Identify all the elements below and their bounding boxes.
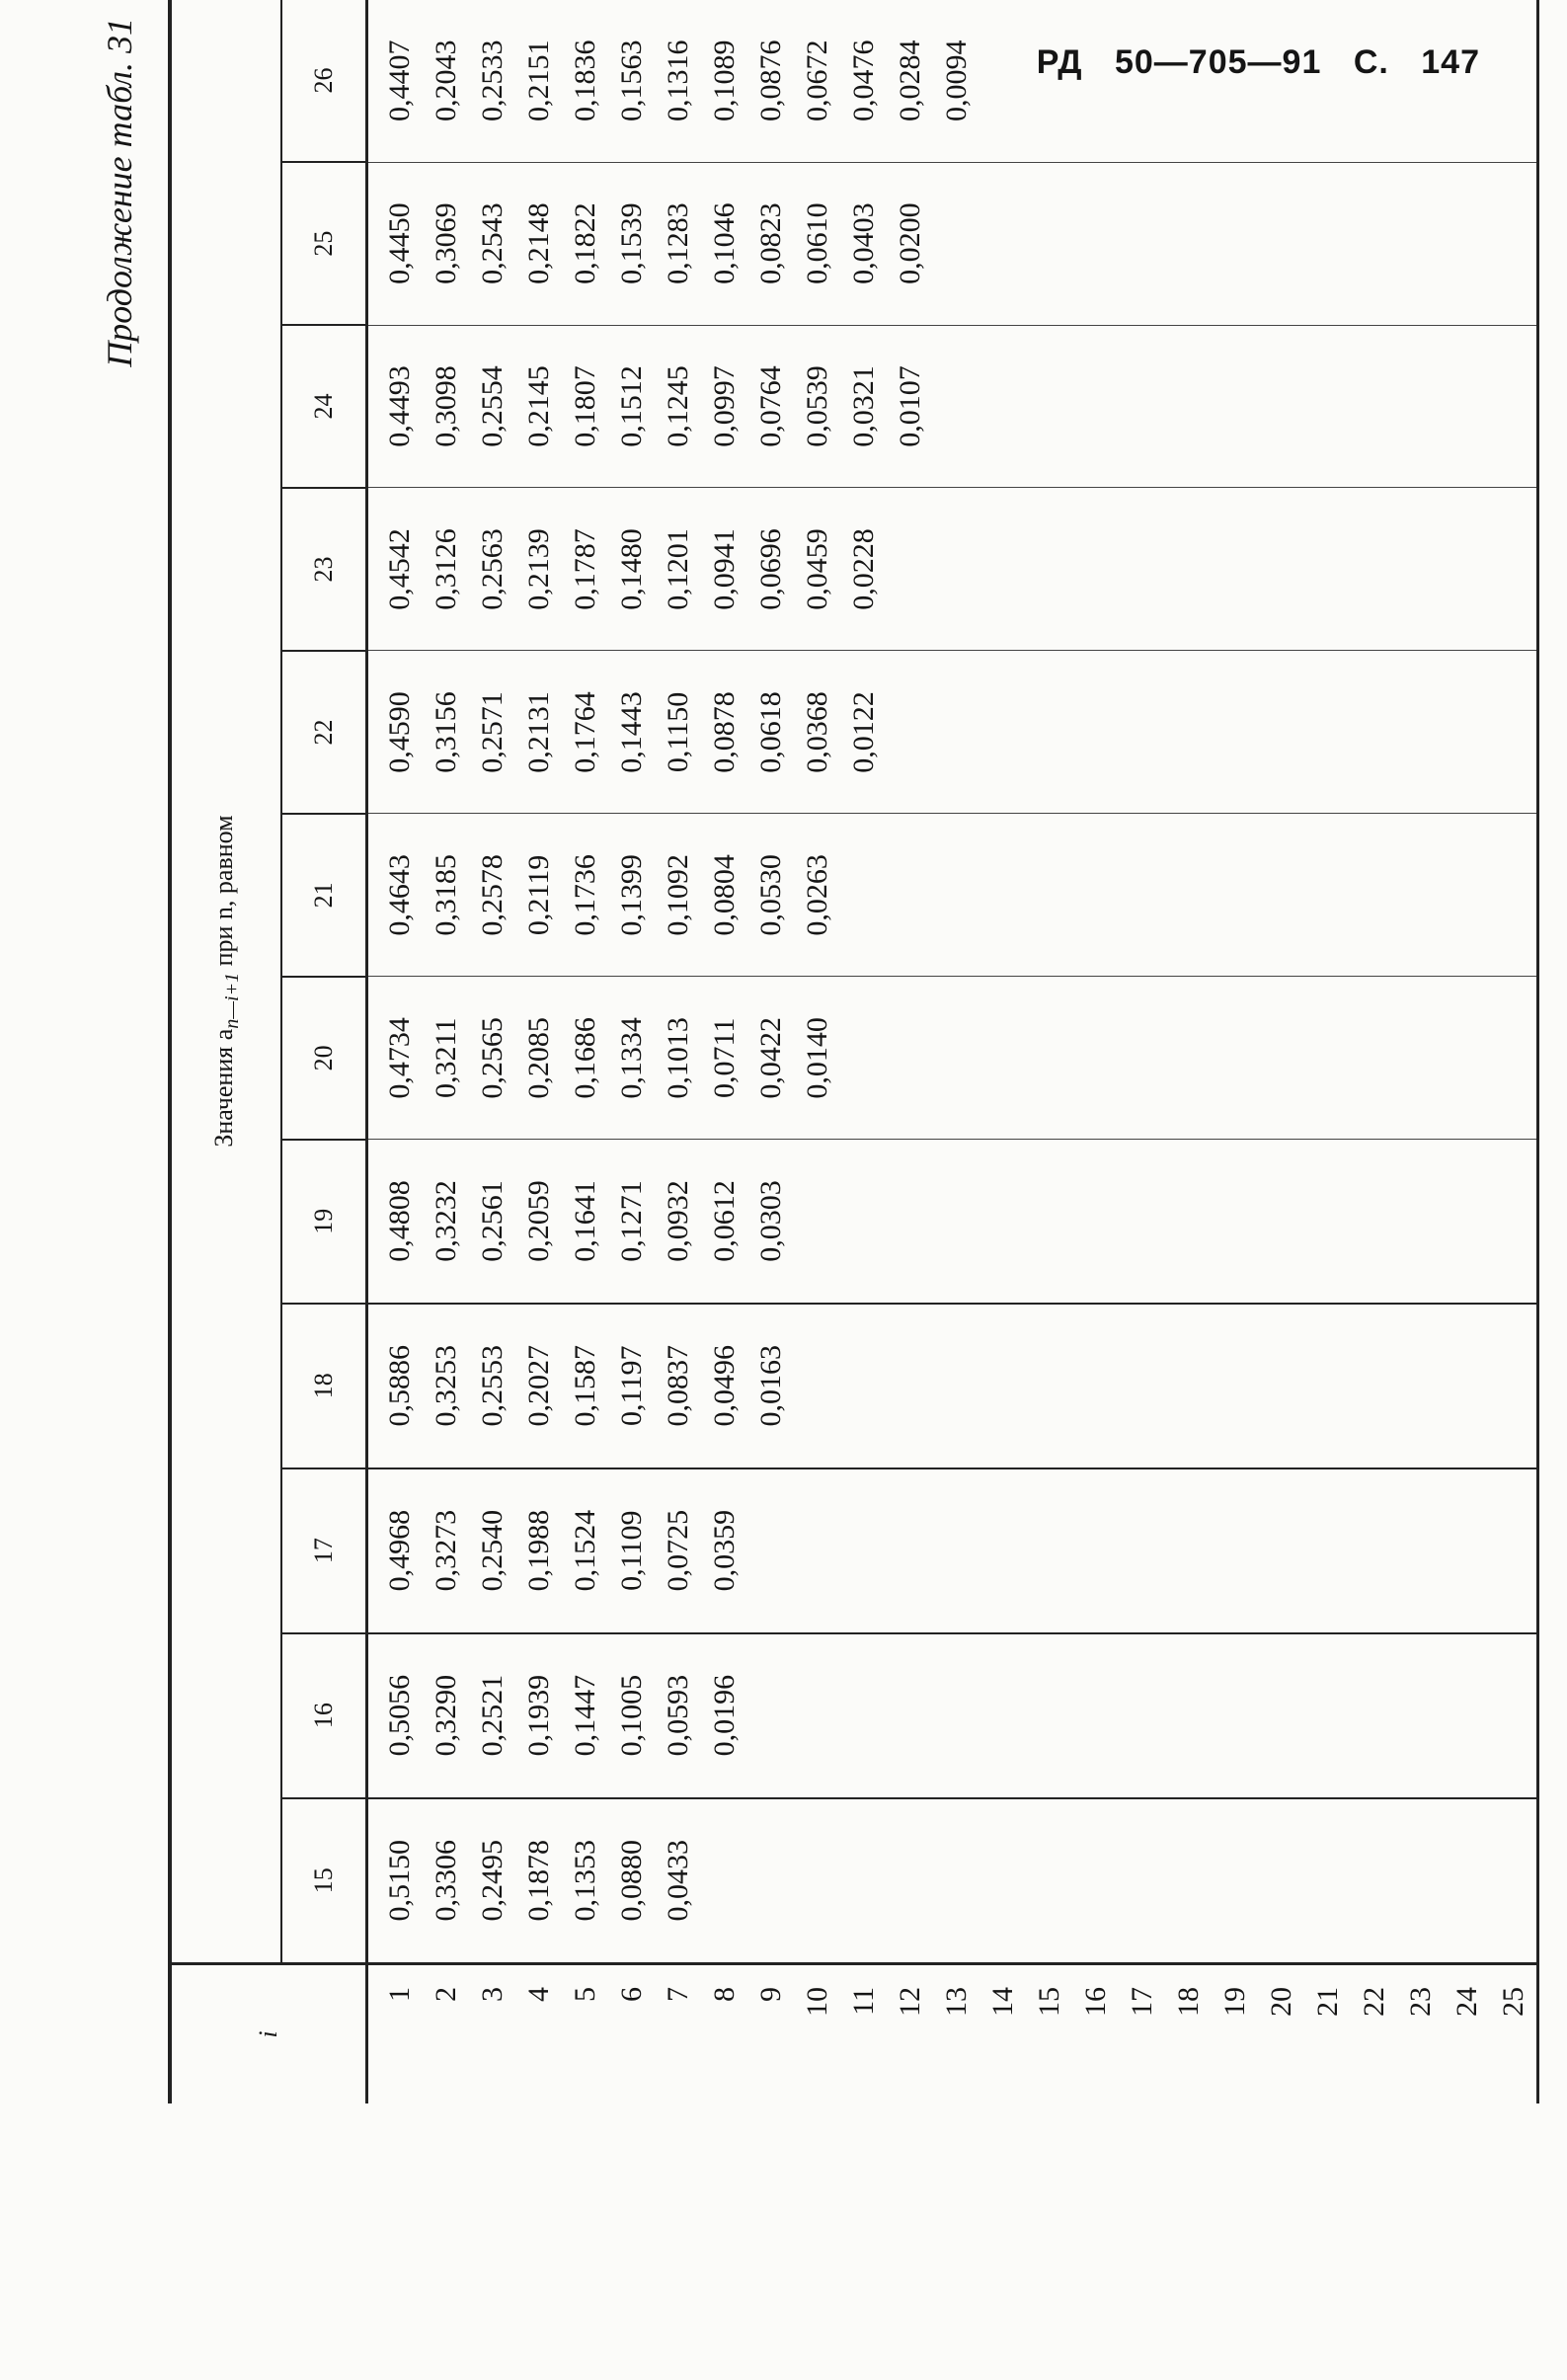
n-column-header: 22 bbox=[281, 651, 367, 814]
i-value: 8 bbox=[708, 1987, 741, 2002]
n-column-header: 23 bbox=[281, 488, 367, 651]
i-value: 24 bbox=[1450, 1987, 1483, 2017]
i-value: 20 bbox=[1265, 1987, 1297, 2017]
coefficient-value: 0,1641 bbox=[569, 1180, 601, 1262]
coefficient-value: 0,1764 bbox=[569, 691, 601, 773]
coefficient-value: 0,0107 bbox=[894, 365, 926, 447]
coefficient-value: 0,0359 bbox=[708, 1509, 741, 1592]
table-continuation-caption: Продолжение табл. 31 bbox=[100, 18, 139, 367]
coefficient-value: 0,1836 bbox=[569, 40, 601, 122]
n-column-header: 16 bbox=[281, 1633, 367, 1798]
coefficient-value: 0,2139 bbox=[522, 528, 555, 610]
values-column bbox=[367, 1633, 1538, 1798]
coefficient-value: 0,0094 bbox=[940, 40, 973, 122]
values-group-header bbox=[170, 0, 281, 1964]
i-value: 2 bbox=[430, 1987, 462, 2002]
i-value: 19 bbox=[1218, 1987, 1251, 2017]
coefficient-value: 0,1512 bbox=[615, 365, 648, 447]
coefficient-value: 0,1587 bbox=[569, 1344, 601, 1427]
n-header-row bbox=[281, 0, 367, 2103]
coefficient-value: 0,2561 bbox=[476, 1180, 509, 1262]
i-value: 1 bbox=[383, 1987, 416, 2002]
coefficient-value: 0,0228 bbox=[847, 528, 880, 610]
coefficient-value: 0,3253 bbox=[430, 1344, 462, 1427]
coefficient-value: 0,0368 bbox=[801, 691, 833, 773]
coefficient-value: 0,4808 bbox=[383, 1180, 416, 1262]
coefficient-value: 0,1089 bbox=[708, 40, 741, 122]
coefficient-value: 0,1988 bbox=[522, 1509, 555, 1592]
coefficient-value: 0,3211 bbox=[430, 1017, 462, 1099]
coefficient-value: 0,2027 bbox=[522, 1344, 555, 1427]
coefficient-value: 0,5056 bbox=[383, 1674, 416, 1757]
coefficient-value: 0,1736 bbox=[569, 854, 601, 936]
coefficient-value: 0,1447 bbox=[569, 1674, 601, 1757]
coefficient-value: 0,0539 bbox=[801, 365, 833, 447]
values-column bbox=[367, 1468, 1538, 1633]
values-column bbox=[367, 325, 1538, 488]
coefficient-value: 0,1201 bbox=[662, 528, 694, 610]
values-column bbox=[367, 977, 1538, 1140]
coefficient-value: 0,2043 bbox=[430, 40, 462, 122]
coefficient-value: 0,1197 bbox=[615, 1345, 648, 1426]
coefficient-value: 0,3185 bbox=[430, 854, 462, 936]
i-column-header: i bbox=[170, 1964, 367, 2104]
coefficient-value: 0,1334 bbox=[615, 1017, 648, 1099]
i-value: 18 bbox=[1172, 1987, 1205, 2017]
coefficient-value: 0,2131 bbox=[522, 691, 555, 773]
i-value: 10 bbox=[801, 1987, 833, 2017]
coefficient-value: 0,3126 bbox=[430, 528, 462, 610]
coefficient-value: 0,0530 bbox=[754, 854, 787, 936]
coefficient-value: 0,0725 bbox=[662, 1509, 694, 1592]
coefficient-value: 0,1939 bbox=[522, 1674, 555, 1757]
coefficient-value: 0,1787 bbox=[569, 528, 601, 610]
coefficient-value: 0,4493 bbox=[383, 365, 416, 447]
coefficient-value: 0,0618 bbox=[754, 691, 787, 773]
coefficient-value: 0,0823 bbox=[754, 202, 787, 284]
coefficient-value: 0,1807 bbox=[569, 365, 601, 447]
i-value: 12 bbox=[894, 1987, 926, 2017]
coefficient-value: 0,4734 bbox=[383, 1017, 416, 1099]
coefficient-value: 0,2543 bbox=[476, 202, 509, 284]
group-header-suffix: при n, равном bbox=[208, 815, 238, 967]
coefficient-value: 0,0932 bbox=[662, 1180, 694, 1262]
doc-number: 50—705—91 bbox=[1114, 43, 1322, 81]
coefficient-value: 0,0321 bbox=[847, 365, 880, 447]
coefficient-value: 0,0997 bbox=[708, 365, 741, 447]
coefficient-value: 0,3232 bbox=[430, 1180, 462, 1262]
coefficient-value: 0,3069 bbox=[430, 202, 462, 284]
coefficient-value: 0,1443 bbox=[615, 691, 648, 773]
group-header-subscript: n—i+1 bbox=[220, 972, 243, 1029]
coefficient-value: 0,1878 bbox=[522, 1840, 555, 1922]
n-column-header: 24 bbox=[281, 325, 367, 488]
coefficient-value: 0,0876 bbox=[754, 40, 787, 122]
values-column bbox=[367, 1304, 1538, 1468]
i-values-cell bbox=[367, 1964, 1538, 2104]
coefficient-value: 0,1092 bbox=[662, 854, 694, 936]
n-column-header: 17 bbox=[281, 1468, 367, 1633]
coefficient-value: 0,1563 bbox=[615, 40, 648, 122]
values-column bbox=[367, 814, 1538, 977]
coefficient-value: 0,2059 bbox=[522, 1180, 555, 1262]
coefficient-value: 0,1353 bbox=[569, 1840, 601, 1922]
coefficient-value: 0,4590 bbox=[383, 691, 416, 773]
i-value: 25 bbox=[1497, 1987, 1529, 2017]
coefficient-value: 0,2571 bbox=[476, 691, 509, 773]
coefficient-value: 0,0263 bbox=[801, 854, 833, 936]
i-value: 16 bbox=[1079, 1987, 1112, 2017]
coefficient-value: 0,1822 bbox=[569, 202, 601, 284]
n-column-header: 20 bbox=[281, 977, 367, 1140]
coefficient-value: 0,1271 bbox=[615, 1180, 648, 1262]
coefficient-value: 0,4643 bbox=[383, 854, 416, 936]
coefficient-value: 0,2085 bbox=[522, 1017, 555, 1099]
coefficient-value: 0,0433 bbox=[662, 1840, 694, 1922]
coefficient-value: 0,1283 bbox=[662, 202, 694, 284]
coefficient-value: 0,4450 bbox=[383, 202, 416, 284]
coefficient-value: 0,2151 bbox=[522, 40, 555, 122]
coefficient-value: 0,0459 bbox=[801, 528, 833, 610]
coefficient-value: 0,0696 bbox=[754, 528, 787, 610]
coefficient-value: 0,3306 bbox=[430, 1840, 462, 1922]
coefficient-value: 0,1316 bbox=[662, 40, 694, 122]
coefficient-value: 0,5886 bbox=[383, 1344, 416, 1427]
coefficient-value: 0,0163 bbox=[754, 1344, 787, 1427]
i-value: 21 bbox=[1311, 1987, 1344, 2017]
coefficient-value: 0,0422 bbox=[754, 1017, 787, 1099]
coefficient-value: 0,2533 bbox=[476, 40, 509, 122]
coefficient-value: 0,2563 bbox=[476, 528, 509, 610]
coefficient-value: 0,1005 bbox=[615, 1674, 648, 1757]
coefficient-value: 0,2553 bbox=[476, 1344, 509, 1427]
group-header-prefix: Значения a bbox=[208, 1028, 238, 1148]
rotated-table-block bbox=[100, 0, 1529, 2103]
n-column-header: 18 bbox=[281, 1304, 367, 1468]
coefficient-value: 0,2495 bbox=[476, 1840, 509, 1922]
coefficient-value: 0,3273 bbox=[430, 1509, 462, 1592]
coefficient-value: 0,0284 bbox=[894, 40, 926, 122]
coefficient-value: 0,0764 bbox=[754, 365, 787, 447]
coefficient-value: 0,0196 bbox=[708, 1674, 741, 1757]
coefficient-value: 0,2565 bbox=[476, 1017, 509, 1099]
values-column bbox=[367, 0, 1538, 162]
coefficient-value: 0,2578 bbox=[476, 854, 509, 936]
i-value: 6 bbox=[615, 1987, 648, 2002]
coefficient-value: 0,0880 bbox=[615, 1840, 648, 1922]
i-value: 17 bbox=[1126, 1987, 1158, 2017]
coefficient-value: 0,0711 bbox=[708, 1017, 741, 1099]
coefficient-value: 0,4968 bbox=[383, 1509, 416, 1592]
coefficient-value: 0,1480 bbox=[615, 528, 648, 610]
coefficient-value: 0,0941 bbox=[708, 528, 741, 610]
i-value: 3 bbox=[476, 1987, 509, 2002]
coefficient-value: 0,0476 bbox=[847, 40, 880, 122]
coefficient-value: 0,4407 bbox=[383, 40, 416, 122]
values-column bbox=[367, 162, 1538, 325]
coefficients-table bbox=[168, 0, 1539, 2103]
coefficient-value: 0,0200 bbox=[894, 202, 926, 284]
coefficient-value: 0,1150 bbox=[662, 691, 694, 773]
coefficient-value: 0,1686 bbox=[569, 1017, 601, 1099]
i-value: 5 bbox=[569, 1987, 601, 2002]
n-column-header: 25 bbox=[281, 162, 367, 325]
i-value: 4 bbox=[522, 1987, 555, 2002]
coefficient-value: 0,0878 bbox=[708, 691, 741, 773]
table-body-row bbox=[367, 0, 1538, 2103]
values-column bbox=[367, 1798, 1538, 1964]
coefficient-value: 0,0837 bbox=[662, 1344, 694, 1427]
values-column bbox=[367, 1140, 1538, 1304]
i-value: 11 bbox=[847, 1987, 880, 2016]
coefficient-value: 0,2148 bbox=[522, 202, 555, 284]
coefficient-value: 0,0593 bbox=[662, 1674, 694, 1757]
coefficient-value: 0,1399 bbox=[615, 854, 648, 936]
i-value: 13 bbox=[940, 1987, 973, 2017]
coefficient-value: 0,0303 bbox=[754, 1180, 787, 1262]
page-label: С. bbox=[1353, 43, 1389, 81]
coefficient-value: 0,3290 bbox=[430, 1674, 462, 1757]
coefficient-value: 0,2540 bbox=[476, 1509, 509, 1592]
i-value: 7 bbox=[662, 1987, 694, 2002]
coefficient-value: 0,4542 bbox=[383, 528, 416, 610]
coefficient-value: 0,1046 bbox=[708, 202, 741, 284]
coefficient-value: 0,2554 bbox=[476, 365, 509, 447]
coefficient-value: 0,2119 bbox=[522, 854, 555, 936]
values-column bbox=[367, 488, 1538, 651]
i-value: 9 bbox=[754, 1987, 787, 2002]
coefficient-value: 0,0804 bbox=[708, 854, 741, 936]
doc-code: РД bbox=[1036, 43, 1083, 81]
coefficient-value: 0,1539 bbox=[615, 202, 648, 284]
coefficient-value: 0,1524 bbox=[569, 1509, 601, 1592]
coefficient-value: 0,0610 bbox=[801, 202, 833, 284]
coefficient-value: 0,0122 bbox=[847, 691, 880, 773]
i-value: 14 bbox=[986, 1987, 1019, 2017]
coefficient-value: 0,1109 bbox=[615, 1510, 648, 1591]
coefficient-value: 0,1245 bbox=[662, 365, 694, 447]
n-column-header: 21 bbox=[281, 814, 367, 977]
coefficient-value: 0,0612 bbox=[708, 1180, 741, 1262]
coefficient-value: 0,3156 bbox=[430, 691, 462, 773]
coefficient-value: 0,1013 bbox=[662, 1017, 694, 1099]
coefficient-value: 0,0496 bbox=[708, 1344, 741, 1427]
n-column-header: 26 bbox=[281, 0, 367, 162]
coefficient-value: 0,0403 bbox=[847, 202, 880, 284]
i-value: 23 bbox=[1404, 1987, 1437, 2017]
coefficient-value: 0,2145 bbox=[522, 365, 555, 447]
coefficient-value: 0,2521 bbox=[476, 1674, 509, 1757]
values-column bbox=[367, 651, 1538, 814]
coefficient-value: 0,5150 bbox=[383, 1840, 416, 1922]
coefficient-value: 0,0140 bbox=[801, 1017, 833, 1099]
i-value: 22 bbox=[1358, 1987, 1390, 2017]
n-column-header: 15 bbox=[281, 1798, 367, 1964]
page-number: 147 bbox=[1421, 43, 1480, 81]
coefficient-value: 0,0672 bbox=[801, 40, 833, 122]
n-column-header: 19 bbox=[281, 1140, 367, 1304]
i-value: 15 bbox=[1033, 1987, 1065, 2017]
coefficient-value: 0,3098 bbox=[430, 365, 462, 447]
